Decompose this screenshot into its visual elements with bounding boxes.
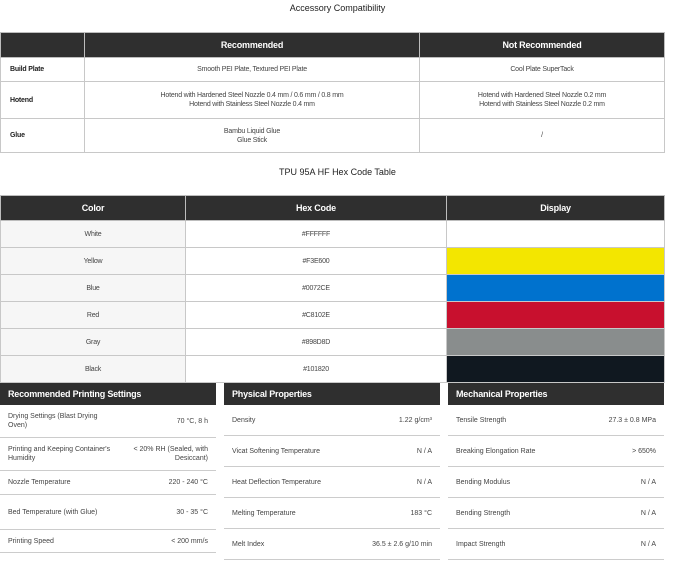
hotend-not-recommended-line: Hotend with Hardened Steel Nozzle 0.2 mm xyxy=(477,92,607,99)
printing-setting-row xyxy=(0,495,216,530)
physical-property-value: 183 °C xyxy=(410,509,432,517)
table-row xyxy=(1,248,665,275)
table-row xyxy=(1,302,665,329)
printing-setting-label: Drying Settings (Blast Drying Oven) xyxy=(8,413,98,429)
accessory-header-blank xyxy=(1,33,85,58)
glue-recommended-line: Glue Stick xyxy=(237,136,267,144)
hotend-not-recommended xyxy=(420,82,665,119)
hex-code-cell: #FFFFFF xyxy=(186,221,447,248)
hex-code-cell: #0072CE xyxy=(186,275,447,302)
color-swatch-cell xyxy=(447,248,665,275)
color-name-cell: Yellow xyxy=(1,248,186,275)
color-name-cell: Red xyxy=(1,302,186,329)
color-swatch-cell xyxy=(447,329,665,356)
printing-settings-title: Recommended Printing Settings xyxy=(0,383,216,405)
physical-property-label: Melt Index xyxy=(232,540,265,548)
printing-setting-row xyxy=(0,530,216,553)
physical-property-value: 1.22 g/cm³ xyxy=(398,416,432,424)
color-name-cell: Black xyxy=(1,356,186,383)
printing-setting-row xyxy=(0,471,216,495)
mechanical-property-row xyxy=(448,405,664,436)
physical-property-row xyxy=(224,436,440,467)
physical-property-label: Melting Temperature xyxy=(232,509,296,517)
physical-property-label: Vicat Softening Temperature xyxy=(232,447,321,455)
accessory-header-row xyxy=(1,33,665,58)
mechanical-property-value: 27.3 ± 0.8 MPa xyxy=(608,416,656,424)
color-swatch-cell xyxy=(447,275,665,302)
hotend-recommended xyxy=(85,82,420,119)
table-row xyxy=(1,356,665,383)
table-row xyxy=(1,58,665,82)
hex-code-table xyxy=(0,195,665,383)
physical-properties-title: Physical Properties xyxy=(224,383,440,405)
color-swatch-cell xyxy=(447,302,665,329)
mechanical-property-value: > 650% xyxy=(632,447,656,455)
physical-property-row xyxy=(224,467,440,498)
mechanical-property-value: N / A xyxy=(640,478,656,486)
hotend-recommended-line: Hotend with Stainless Steel Nozzle 0.4 mm xyxy=(189,101,315,108)
color-swatch-cell xyxy=(447,356,665,383)
row-label-build-plate: Build Plate xyxy=(1,58,85,82)
accessory-title: Accessory Compatibility xyxy=(289,3,386,13)
printing-setting-row xyxy=(0,438,216,471)
row-label-hotend: Hotend xyxy=(1,82,85,119)
mechanical-property-label: Bending Strength xyxy=(456,509,511,517)
hex-code-cell: #C8102E xyxy=(186,302,447,329)
printing-setting-label: Printing Speed xyxy=(8,537,54,545)
physical-properties-panel xyxy=(224,383,440,560)
color-name-cell: Blue xyxy=(1,275,186,302)
mechanical-property-label: Bending Modulus xyxy=(456,478,511,486)
physical-property-row xyxy=(224,405,440,436)
printing-setting-value: 220 - 240 °C xyxy=(168,479,208,486)
hex-table-title: TPU 95A HF Hex Code Table xyxy=(279,167,396,177)
mechanical-property-label: Breaking Elongation Rate xyxy=(456,447,536,455)
printing-setting-label: Nozzle Temperature xyxy=(8,479,71,486)
color-swatch-cell xyxy=(447,221,665,248)
printing-setting-row xyxy=(0,405,216,438)
color-name-cell: White xyxy=(1,221,186,248)
mechanical-property-row xyxy=(448,467,664,498)
table-row xyxy=(1,221,665,248)
hex-header-hex-code: Hex Code xyxy=(186,196,447,221)
accessory-table xyxy=(0,32,665,153)
hex-header-color: Color xyxy=(1,196,186,221)
hex-header-row xyxy=(1,196,665,221)
color-name-cell: Gray xyxy=(1,329,186,356)
physical-property-value: 36.5 ± 2.6 g/10 min xyxy=(372,540,432,548)
table-row xyxy=(1,119,665,153)
glue-not-recommended: / xyxy=(420,119,665,153)
hotend-not-recommended-line: Hotend with Stainless Steel Nozzle 0.2 mm xyxy=(479,101,605,108)
table-row xyxy=(1,82,665,119)
printing-setting-value: 70 °C, 8 h xyxy=(176,417,208,425)
physical-property-row xyxy=(224,498,440,529)
mechanical-property-label: Impact Strength xyxy=(456,540,506,548)
printing-setting-value: < 200 mm/s xyxy=(171,537,208,545)
physical-property-label: Density xyxy=(232,416,256,424)
build-plate-not-recommended: Cool Plate SuperTack xyxy=(420,58,665,82)
row-label-glue: Glue xyxy=(1,119,85,153)
physical-property-row xyxy=(224,529,440,560)
physical-property-value: N / A xyxy=(416,447,432,455)
table-row xyxy=(1,275,665,302)
mechanical-properties-title: Mechanical Properties xyxy=(448,383,664,405)
glue-recommended xyxy=(85,119,420,153)
hex-code-cell: #898D8D xyxy=(186,329,447,356)
printing-setting-value: < 20% RH (Sealed, with Desiccant) xyxy=(133,446,208,462)
printing-setting-value: 30 - 35 °C xyxy=(176,508,208,516)
hex-code-cell: #F3E600 xyxy=(186,248,447,275)
mechanical-property-row xyxy=(448,498,664,529)
mechanical-property-row xyxy=(448,529,664,560)
printing-settings-panel xyxy=(0,383,216,553)
table-row xyxy=(1,329,665,356)
mechanical-properties-panel xyxy=(448,383,664,560)
mechanical-property-row xyxy=(448,436,664,467)
glue-recommended-line: Bambu Liquid Glue xyxy=(223,127,281,135)
accessory-header-not-recommended: Not Recommended xyxy=(420,33,665,58)
mechanical-property-value: N / A xyxy=(640,540,656,548)
build-plate-recommended: Smooth PEI Plate, Textured PEI Plate xyxy=(85,58,420,82)
hotend-recommended-line: Hotend with Hardened Steel Nozzle 0.4 mm / 0.6 mm / 0.8 mm xyxy=(160,92,344,99)
printing-setting-label: Bed Temperature (with Glue) xyxy=(8,508,98,516)
accessory-header-recommended: Recommended xyxy=(85,33,420,58)
physical-property-label: Heat Deflection Temperature xyxy=(232,478,321,486)
printing-setting-label: Printing and Keeping Container's Humidity xyxy=(8,446,111,462)
mechanical-property-value: N / A xyxy=(640,509,656,517)
physical-property-value: N / A xyxy=(416,478,432,486)
hex-code-cell: #101820 xyxy=(186,356,447,383)
hex-header-display: Display xyxy=(447,196,665,221)
mechanical-property-label: Tensile Strength xyxy=(456,416,507,424)
